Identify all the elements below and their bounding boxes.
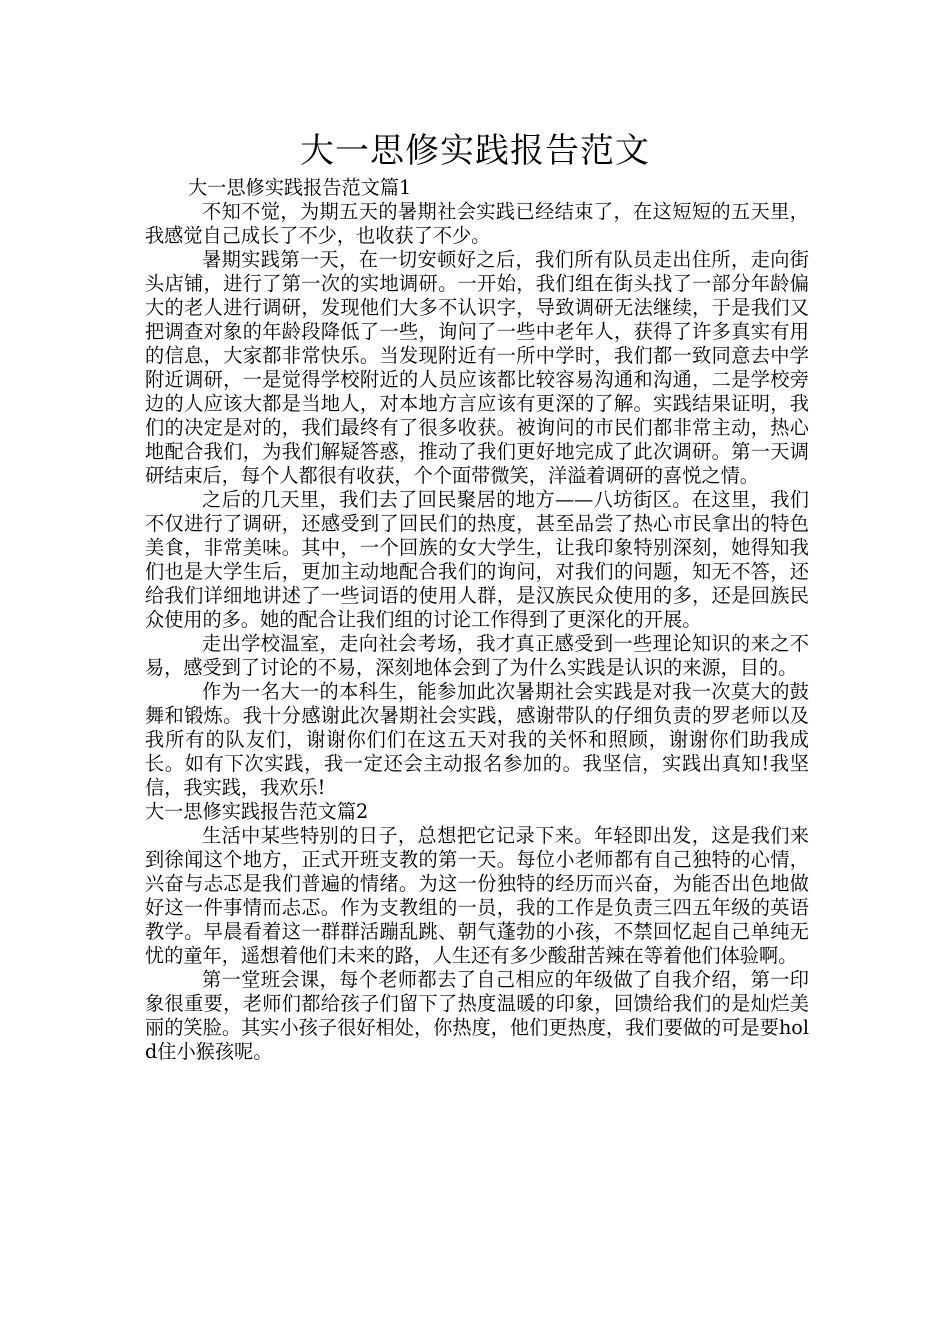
- paragraph: 第一堂班会课，每个老师都去了自己相应的年级做了自我介绍，第一印象很重要，老师们都给孩子们留下了热度温暖的印象，回馈给我们的是灿烂美丽的笑脸。其实小孩子很好相处，你热度，他们更热度，我们要做的可是要hold住小猴孩呢。: [145, 968, 809, 1063]
- paragraph: 暑期实践第一天，在一切安顿好之后，我们所有队员走出住所，走向街头店铺，进行了第一次的实地调研。一开始，我们组在街头找了一部分年龄偏大的老人进行调研，发现他们大多不认识字，导致调研无法继续，于是我们又把调查对象的年龄段降低了一些，询问了一些中老年人，获得了许多真实有用的信息，大家都非常快乐。当发现附近有一所中学时，我们都一致同意去中学附近调研，一是觉得学校附近的人员应该都比较容易沟通和沟通，二是学校旁边的人应该大都是当地人，对本地方言应该有更深的了解。实践结果证明，我们的决定是对的，我们最终有了很多收获。被询问的市民们都非常主动，热心地配合我们，为我们解疑答惑，推动了我们更好地完成了此次调研。第一天调研结束后，每个人都很有收获，个个面带微笑，洋溢着调研的喜悦之情。: [145, 248, 809, 487]
- section-heading-2: 大一思修实践报告范文篇2: [145, 800, 369, 823]
- paragraph: 生活中某些特别的日子，总想把它记录下来。年轻即出发，这是我们来到徐闻这个地方，正式开班支教的第一天。每位小老师都有自己独特的心情，兴奋与忐忑是我们普遍的情绪。为这一份独特的经历而兴奋，为能否出色地做好这一件事情而忐忑。作为支教组的一员，我的工作是负责三四五年级的英语教学。早晨看着这一群群活蹦乱跳、朝气蓬勃的小孩，不禁回忆起自己单纯无忧的童年，遥想着他们未来的路，人生还有多少酸甜苦辣在等着他们体验啊。: [145, 824, 809, 967]
- paragraph: 作为一名大一的本科生，能参加此次暑期社会实践是对我一次莫大的鼓舞和锻炼。我十分感谢此次暑期社会实践，感谢带队的仔细负责的罗老师以及我所有的队友们，谢谢你们们在这五天对我的关怀和照顾，谢谢你们助我成长。如有下次实践，我一定还会主动报名参加的。我坚信，实践出真知!我坚信，我实践，我欢乐!: [145, 680, 809, 799]
- paragraph: 不知不觉，为期五天的暑期社会实践已经结束了，在这短短的五天里，我感觉自己成长了不少，也收获了不少。: [145, 200, 809, 247]
- paragraph: 走出学校温室，走向社会考场，我才真正感受到一些理论知识的来之不易，感受到了讨论的不易，深刻地体会到了为什么实践是认识的来源，目的。: [145, 632, 809, 679]
- document-title: 大一思修实践报告范文: [300, 131, 650, 171]
- document-body: [145, 176, 809, 1064]
- paragraph: 之后的几天里，我们去了回民聚居的地方——八坊街区。在这里，我们不仅进行了调研，还感受到了回民们的热度，甚至品尝了热心市民拿出的特色美食，非常美味。其中，一个回族的女大学生，让我印象特别深刻，她得知我们也是大学生后，更加主动地配合我们的询问，对我们的问题，知无不答，还给我们详细地讲述了一些词语的使用人群，是汉族民众使用的多，还是回族民众使用的多。她的配合让我们组的讨论工作得到了更深化的开展。: [145, 488, 809, 631]
- section-heading-1: 大一思修实践报告范文篇1: [188, 176, 412, 199]
